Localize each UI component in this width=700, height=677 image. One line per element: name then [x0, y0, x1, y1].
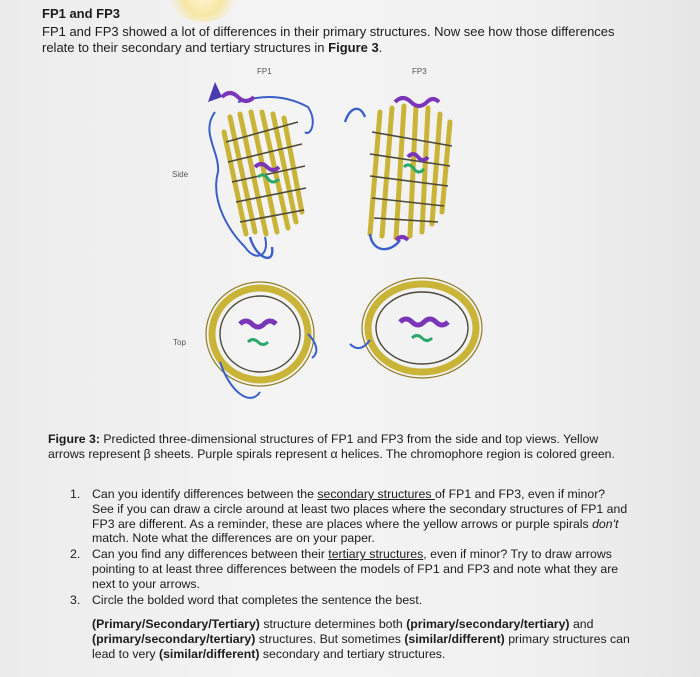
row-label-side: Side	[172, 170, 189, 179]
structure-models	[160, 62, 500, 422]
question-list	[70, 487, 630, 608]
caption-label: Figure 3:	[48, 432, 100, 446]
choice-similar-different-1[interactable]: (similar/different)	[404, 631, 505, 646]
choice-structure-1[interactable]: (Primary/Secondary/Tertiary)	[92, 617, 260, 631]
intro-paragraph: FP1 and FP3 showed a lot of differences in their primary structures. Now see how those differences relate to their secondary and tertiary structures in Figure 3.	[42, 24, 615, 55]
figure-caption	[48, 432, 638, 462]
section-heading: FP1 and FP3	[42, 6, 121, 21]
question-2: 2. Can you find any differences between their tertiary structures, even if minor? Try to draw arrows pointing to at least three differences between the models of FP1 and FP3 and note what they are next to your arrows.	[70, 547, 619, 591]
choice-structure-2[interactable]: (primary/secondary/tertiary)	[406, 617, 570, 631]
choice-similar-different-2[interactable]: (similar/different)	[159, 646, 260, 661]
col-label-fp3: FP3	[412, 67, 427, 76]
fp3-top-model	[350, 278, 482, 378]
tertiary-structures-term: tertiary structures	[328, 547, 424, 562]
choice-structure-3[interactable]: (primary/secondary/tertiary)	[92, 631, 256, 646]
secondary-structures-term: secondary structures	[317, 487, 435, 501]
light-glare	[168, 0, 238, 22]
question-3: 3. Circle the bolded word that completes the sentence the best.	[70, 592, 423, 607]
figure-reference: Figure 3	[328, 40, 379, 55]
fp3-side-model	[345, 98, 452, 249]
col-label-fp1: FP1	[257, 67, 272, 76]
question-1: 1. Can you identify differences between the secondary structures of FP1 and FP3, even if minor? See if you can draw a circle around at least two places where the secondary structures of FP1 and FP3 are different. As a reminder, these are places where the yellow arrows or purple spirals don't match. Note what the differences are on your paper.	[70, 487, 628, 546]
protein-structure-figure	[160, 62, 500, 422]
row-label-top: Top	[173, 338, 186, 347]
fp1-side-model	[208, 82, 313, 258]
caption-text: Predicted three-dimensional structures of FP1 and FP3 from the side and top views. Yellow arrows represent β sheets. Purple spirals represent α helices. The chromophore region is colored green.	[48, 432, 615, 461]
fp1-top-model	[206, 282, 316, 398]
fill-in-sentence: (Primary/Secondary/Tertiary) structure determines both (primary/secondary/tertiary) and (primary/secondary/tertiary) structures. But sometimes (similar/different) primary structures can lead to very (similar/different) secondary and tertiary structures.	[92, 617, 630, 661]
